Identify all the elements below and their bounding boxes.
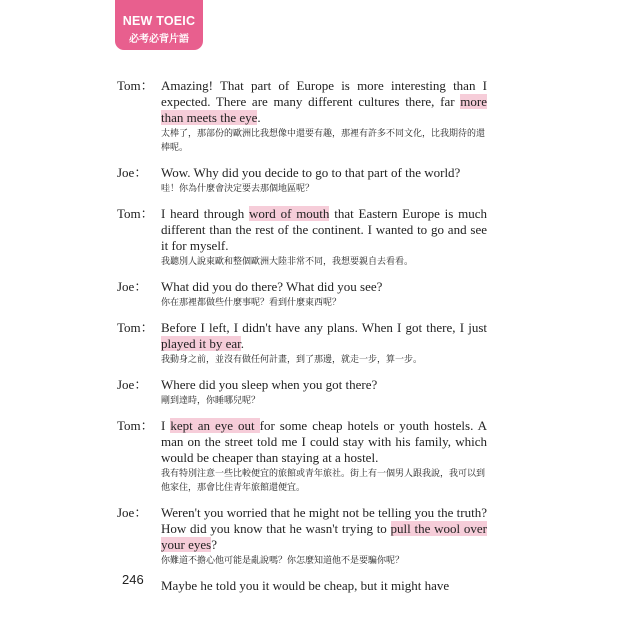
dialogue-line [117, 165, 487, 196]
sentence-text: What did you do there? What did you see? [161, 279, 383, 294]
speaker-name: Joe： [117, 377, 148, 392]
dialogue-body [161, 320, 487, 367]
speaker-name: Tom： [117, 418, 154, 433]
dialogue-body [161, 279, 487, 310]
chinese-translation: 你難道不擔心他可能是亂說嗎？你怎麼知道他不是要騙你呢？ [161, 556, 405, 566]
speaker-name: Tom： [117, 206, 154, 221]
sentence-text: I [161, 418, 171, 433]
sentence-text: Wow. Why did you decide to go to that part of the world? [161, 165, 461, 180]
sentence-text: . [240, 336, 245, 351]
dialogue-body [161, 78, 487, 155]
english-sentence [161, 418, 487, 466]
chinese-translation: 你在那裡都做些什麼事呢？看到什麼東西呢？ [161, 298, 342, 308]
dialogue-line [117, 418, 487, 495]
dialogue-line [117, 279, 487, 310]
dialogue-line [117, 320, 487, 367]
english-sentence [161, 78, 487, 126]
highlighted-idiom: word of mouth [249, 206, 330, 221]
english-sentence [161, 206, 487, 254]
chinese-translation: 我有特別注意一些比較便宜的旅館或青年旅社。街上有一個男人跟我說，我可以到他家住，那會比住青年旅館還便宜。 [161, 469, 486, 493]
english-sentence [161, 165, 487, 181]
english-sentence [161, 377, 487, 393]
sentence-text: ? [211, 537, 217, 552]
dialogue-content [117, 78, 487, 594]
sentence-text: Where did you sleep when you got there? [161, 377, 378, 392]
chinese-translation: 我聽別人說東歐和整個歐洲大陸非常不同，我想要親自去看看。 [161, 257, 414, 267]
dialogue-body [161, 505, 487, 568]
chinese-translation: 我動身之前，並沒有做任何計畫，到了那邊，就走一步，算一步。 [161, 355, 423, 365]
sentence-text: . [257, 110, 261, 125]
english-sentence [161, 505, 487, 553]
dialogue-body [161, 165, 487, 196]
badge-title: NEW TOEIC [122, 14, 196, 28]
highlighted-idiom: more than meets the eye [161, 94, 487, 125]
continued-sentence: Maybe he told you it would be cheap, but it might have [161, 578, 450, 593]
badge-subtitle: 必考必背片語 [129, 34, 189, 45]
highlighted-idiom: kept an eye out [170, 418, 260, 433]
speaker-name: Joe： [117, 505, 148, 520]
speaker-name: Tom： [117, 320, 154, 335]
sentence-text: Weren't you worried that he might not be telling you the truth? How did you know that he wasn't trying to [161, 505, 487, 536]
dialogue-body [161, 418, 487, 495]
sentence-text: I heard through [161, 206, 250, 221]
speaker-name: Joe： [117, 279, 148, 294]
chinese-translation: 太棒了，那部份的歐洲比我想像中還要有趣，那裡有許多不同文化，比我期待的還棒呢。 [161, 129, 486, 153]
highlighted-idiom: pull the wool over your eyes [161, 521, 487, 552]
dialogue-line [117, 377, 487, 408]
dialogue-line [117, 206, 487, 269]
english-sentence [161, 320, 487, 352]
sentence-text: Amazing! That part of Europe is more interesting than I expected. There are many different cultures there, far [161, 78, 487, 109]
dialogue-line [117, 505, 487, 568]
sentence-text: that Eastern Europe is much different than the rest of the continent. I wanted to go and see it for myself. [161, 206, 487, 253]
highlighted-idiom: played it by ear [161, 336, 241, 351]
section-badge [115, 0, 203, 50]
chinese-translation: 剛到達時，你睡哪兒呢？ [161, 396, 261, 406]
dialogue-line [117, 78, 487, 155]
dialogue-body [161, 377, 487, 408]
speaker-name: Tom： [117, 78, 154, 93]
dialogue-body [161, 206, 487, 269]
english-sentence [161, 279, 487, 295]
speaker-name: Joe： [117, 165, 148, 180]
sentence-text: for some cheap hotels or youth hostels. A man on the street told me I could stay with his family, which would be cheaper than staying at a hostel. [161, 418, 487, 465]
sentence-text: Before I left, I didn't have any plans. When I got there, I just [161, 320, 487, 335]
page-number: 246 [122, 572, 144, 587]
chinese-translation: 哇！你為什麼會決定要去那個地區呢？ [161, 184, 315, 194]
